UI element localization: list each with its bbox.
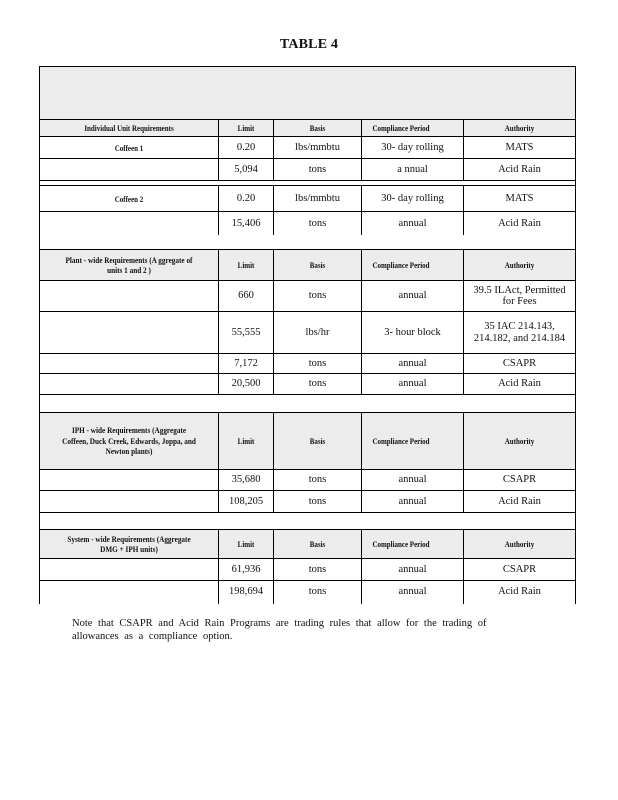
table-cell-limit: 0.20 xyxy=(236,141,256,153)
column-header-authority: Authority xyxy=(504,436,535,446)
table-cell-authority: 35 IAC 214.143, 214.182, and 214.184 xyxy=(473,321,566,344)
unit-label: Coffeen 2 xyxy=(114,193,144,204)
column-header-basis: Basis xyxy=(309,260,326,270)
table-cell-limit: 108,205 xyxy=(228,495,264,507)
table-cell-authority: Acid Rain xyxy=(498,378,541,390)
table-cell-period: annual xyxy=(398,217,427,229)
table-cell-authority: MATS xyxy=(505,141,534,153)
column-header-limit: Limit xyxy=(237,539,255,549)
table-cell-period: annual xyxy=(398,563,427,575)
table-cell-basis: tons xyxy=(308,563,327,575)
table-cell-basis: tons xyxy=(308,586,327,598)
table-cell-basis: tons xyxy=(308,474,327,486)
row-divider xyxy=(40,394,575,395)
column-header-basis: Basis xyxy=(309,436,326,446)
table-cell-period: 30- day rolling xyxy=(381,192,444,204)
table-title: TABLE 4 xyxy=(279,37,339,52)
column-header-basis: Basis xyxy=(309,123,326,133)
table-cell-period: annual xyxy=(398,474,427,486)
table-cell-period: 3- hour block xyxy=(384,326,441,338)
table-cell-authority: CSAPR xyxy=(502,563,537,575)
table-cell-basis: lbs/mmbtu xyxy=(295,192,340,204)
column-header-authority: Authority xyxy=(504,260,535,270)
section-heading: System - wide Requirements (Aggregate DMG + IPH units) xyxy=(67,533,191,554)
table-cell-limit: 198,694 xyxy=(228,586,264,598)
table-cell-basis: tons xyxy=(308,163,327,175)
table-cell-basis: tons xyxy=(308,378,327,390)
table-cell-authority: CSAPR xyxy=(502,474,537,486)
table-cell-basis: lbs/mmbtu xyxy=(295,141,340,153)
table-cell-limit: 0.20 xyxy=(236,192,256,204)
column-header-compliance-period: Compliance Period xyxy=(372,260,430,270)
table-cell-period: annual xyxy=(398,586,427,598)
column-header-authority: Authority xyxy=(504,123,535,133)
table-cell-period: annual xyxy=(398,290,427,302)
row-divider xyxy=(40,512,575,513)
table-cell-authority: Acid Rain xyxy=(498,586,541,598)
column-header-limit: Limit xyxy=(237,436,255,446)
column-header-compliance-period: Compliance Period xyxy=(372,539,430,549)
column-header-authority: Authority xyxy=(504,539,535,549)
column-header-limit: Limit xyxy=(237,123,255,133)
table-cell-period: annual xyxy=(398,495,427,507)
table-cell-authority: MATS xyxy=(505,192,534,204)
column-header-limit: Limit xyxy=(237,260,255,270)
table-cell-limit: 15,406 xyxy=(231,217,261,229)
table-cell-period: 30- day rolling xyxy=(381,141,444,153)
table-cell-period: annual xyxy=(398,357,427,369)
table-cell-authority: CSAPR xyxy=(502,357,537,369)
table-cell-authority: 39.5 ILAct, Permitted for Fees xyxy=(473,284,566,307)
table-cell-basis: tons xyxy=(308,495,327,507)
table-cell-basis: tons xyxy=(308,290,327,302)
table-cell-period: annual xyxy=(398,378,427,390)
table-cell-authority: Acid Rain xyxy=(498,163,541,175)
table-cell-limit: 61,936 xyxy=(231,563,261,575)
table-cell-basis: tons xyxy=(308,217,327,229)
table-cell-period: a nnual xyxy=(397,163,428,175)
row-divider xyxy=(40,180,575,181)
footnote: Note that CSAPR and Acid Rain Programs are trading rules that allow for the trading of allowances as a compliance option. xyxy=(72,618,487,642)
table-cell-limit: 660 xyxy=(238,290,254,302)
table-cell-limit: 7,172 xyxy=(234,357,258,369)
column-header-basis: Basis xyxy=(309,539,326,549)
table-cell-limit: 20,500 xyxy=(231,378,261,390)
column-header-compliance-period: Compliance Period xyxy=(372,123,430,133)
table-cell-limit: 35,680 xyxy=(231,474,261,486)
table-top-band xyxy=(40,67,575,119)
unit-label: Coffeen 1 xyxy=(114,142,144,153)
table-cell-limit: 55,555 xyxy=(231,326,261,338)
section-heading: IPH - wide Requirements (Aggregate Coffeen, Duck Creek, Edwards, Joppa, and Newton plants) xyxy=(62,425,196,457)
section-heading: Individual Unit Requirements xyxy=(84,123,174,133)
table-cell-basis: tons xyxy=(308,357,327,369)
section-heading: Plant - wide Requirements (A ggregate of units 1 and 2 ) xyxy=(65,254,193,275)
table-cell-basis: lbs/hr xyxy=(305,326,330,338)
column-header-compliance-period: Compliance Period xyxy=(372,436,430,446)
table-cell-authority: Acid Rain xyxy=(498,217,541,229)
table-cell-authority: Acid Rain xyxy=(498,495,541,507)
table-cell-limit: 5,094 xyxy=(234,163,258,175)
